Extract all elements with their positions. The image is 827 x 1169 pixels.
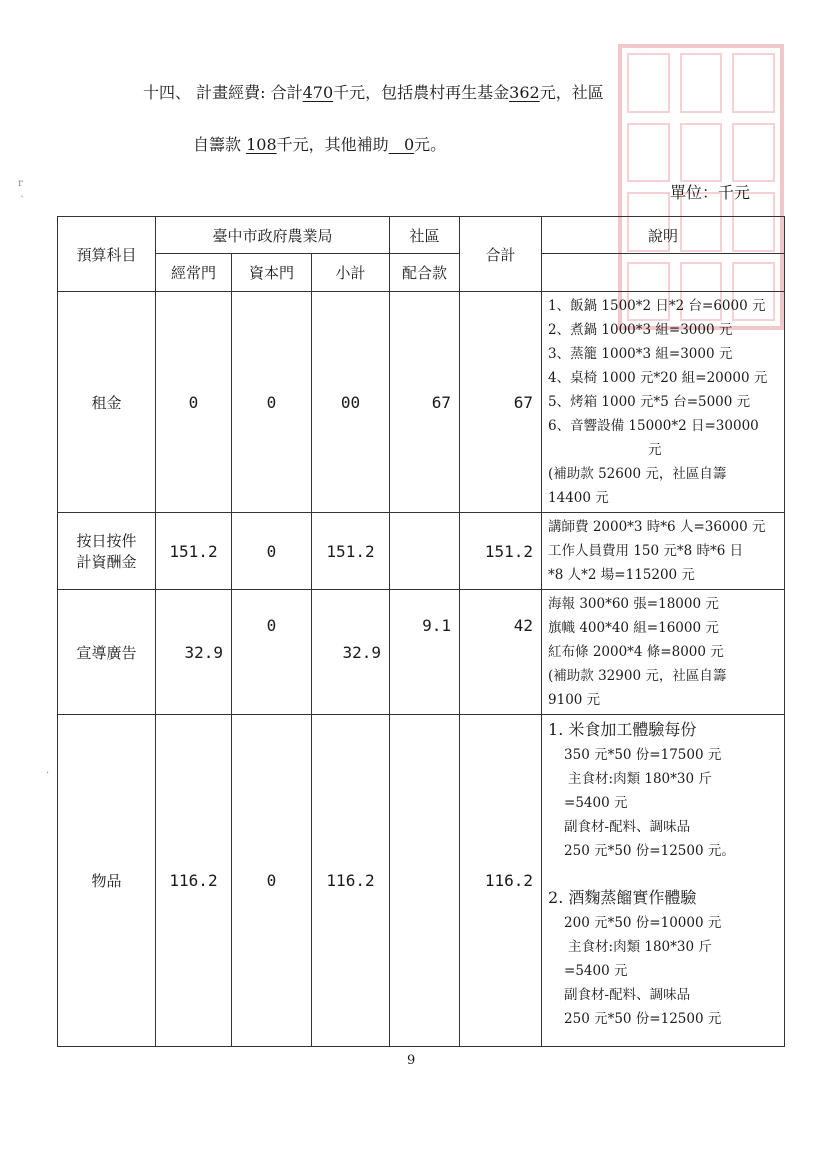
row-capital: 0 (232, 715, 312, 1047)
row-subtotal: 32.9 (312, 590, 390, 715)
desc-heading: 1. 米食加工體驗每份 (548, 720, 697, 739)
header-budget-item: 預算科目 (58, 217, 156, 292)
row-item-line: 按日按件 (76, 532, 137, 550)
desc-line: 4、桌椅 1000 元*20 組=20000 元 (548, 370, 768, 386)
summary-text: 元，社區 (539, 83, 604, 102)
row-community (390, 715, 460, 1047)
row-subtotal: 151.2 (312, 513, 390, 590)
desc-line: 200 元*50 份=10000 元 (564, 915, 722, 931)
desc-line: 工作人員費用 150 元*8 時*6 日 (548, 543, 744, 559)
header-description: 說明 (542, 217, 785, 254)
scan-mark: ˋ (20, 196, 25, 207)
desc-line: (補助款 52600 元，社區自籌 (548, 466, 727, 482)
row-community: 9.1 (390, 590, 460, 715)
row-capital: 0 (232, 292, 312, 513)
row-community: 67 (390, 292, 460, 513)
table-row (58, 513, 785, 590)
total-amount: 470 (302, 83, 334, 102)
scan-mark: · (46, 768, 50, 779)
unit-label: 單位：千元 (670, 183, 751, 202)
fund-amount: 362 (509, 83, 540, 102)
row-total: 116.2 (460, 715, 542, 1047)
row-regular: 116.2 (156, 715, 232, 1047)
row-item: 物品 (58, 715, 156, 1047)
other-subsidy-amount: 0 (403, 135, 415, 154)
header-description-empty (542, 254, 785, 292)
desc-line: 元 (648, 442, 662, 458)
budget-summary-line-1 (143, 80, 604, 103)
desc-line: (補助款 32900 元，社區自籌 (548, 668, 727, 684)
row-regular: 151.2 (156, 513, 232, 590)
row-total: 151.2 (460, 513, 542, 590)
header-community-2: 配合款 (390, 254, 460, 292)
header-community-1: 社區 (390, 217, 460, 254)
row-capital: 0 (232, 513, 312, 590)
desc-line: 250 元*50 份=12500 元。 (564, 843, 735, 859)
summary-text: 自籌款 (193, 135, 242, 154)
row-subtotal: 00 (312, 292, 390, 513)
table-row (58, 292, 785, 513)
header-capital: 資本門 (232, 254, 312, 292)
desc-line: 1、飯鍋 1500*2 日*2 台=6000 元 (548, 298, 766, 314)
desc-line: 旗幟 400*40 組=16000 元 (548, 620, 719, 636)
summary-text: 十四、 計畫經費: 合計 (143, 83, 303, 102)
row-item-line: 計資酬金 (76, 553, 137, 571)
desc-line: 主食材:肉類 180*30 斤 (568, 771, 712, 787)
header-subtotal: 小計 (312, 254, 390, 292)
desc-line: 5、烤箱 1000 元*5 台=5000 元 (548, 394, 751, 410)
header-regular: 經常門 (156, 254, 232, 292)
table-row (58, 715, 785, 1047)
summary-text: 千元，其他補助 (276, 135, 389, 154)
desc-line: 紅布條 2000*4 條=8000 元 (548, 644, 724, 660)
budget-table (57, 216, 785, 1047)
row-description (542, 715, 785, 1047)
row-capital: 0 (232, 590, 312, 715)
row-regular: 0 (156, 292, 232, 513)
desc-line: =5400 元 (564, 795, 628, 811)
row-description (542, 590, 785, 715)
row-subtotal: 116.2 (312, 715, 390, 1047)
self-raised-amount: 108 (246, 135, 277, 154)
row-community (390, 513, 460, 590)
row-regular: 32.9 (156, 590, 232, 715)
header-total: 合計 (460, 217, 542, 292)
desc-line: 副食材-配料、調味品 (564, 819, 691, 835)
row-item (58, 513, 156, 590)
desc-line: 副食材-配料、調味品 (564, 987, 691, 1003)
table-row (58, 590, 785, 715)
desc-line: 350 元*50 份=17500 元 (564, 747, 722, 763)
desc-line: 6、音響設備 15000*2 日=30000 (548, 418, 759, 434)
desc-line: *8 人*2 場=115200 元 (548, 567, 695, 583)
row-total: 42 (460, 590, 542, 715)
row-item: 宣導廣告 (58, 590, 156, 715)
desc-line: 2、煮鍋 1000*3 組=3000 元 (548, 322, 733, 338)
summary-text: 元。 (414, 135, 447, 154)
desc-line: 250 元*50 份=12500 元 (564, 1011, 722, 1027)
desc-heading: 2. 酒麴蒸餾實作體驗 (548, 888, 697, 907)
desc-line: 主食材:肉類 180*30 斤 (568, 939, 712, 955)
row-item: 租金 (58, 292, 156, 513)
page-number: 9 (407, 1053, 416, 1068)
row-description (542, 292, 785, 513)
desc-line: 講師費 2000*3 時*6 人=36000 元 (548, 519, 766, 535)
header-agency: 臺中市政府農業局 (156, 217, 390, 254)
summary-text: 千元，包括農村再生基金 (333, 83, 510, 102)
desc-line: 海報 300*60 張=18000 元 (548, 596, 719, 612)
budget-summary-line-2 (193, 132, 446, 155)
desc-line: =5400 元 (564, 963, 628, 979)
desc-line: 3、蒸籠 1000*3 組=3000 元 (548, 346, 733, 362)
row-description (542, 513, 785, 590)
scan-mark: r (18, 178, 23, 189)
desc-line: 14400 元 (548, 490, 609, 506)
row-total: 67 (460, 292, 542, 513)
desc-line: 9100 元 (548, 692, 601, 708)
